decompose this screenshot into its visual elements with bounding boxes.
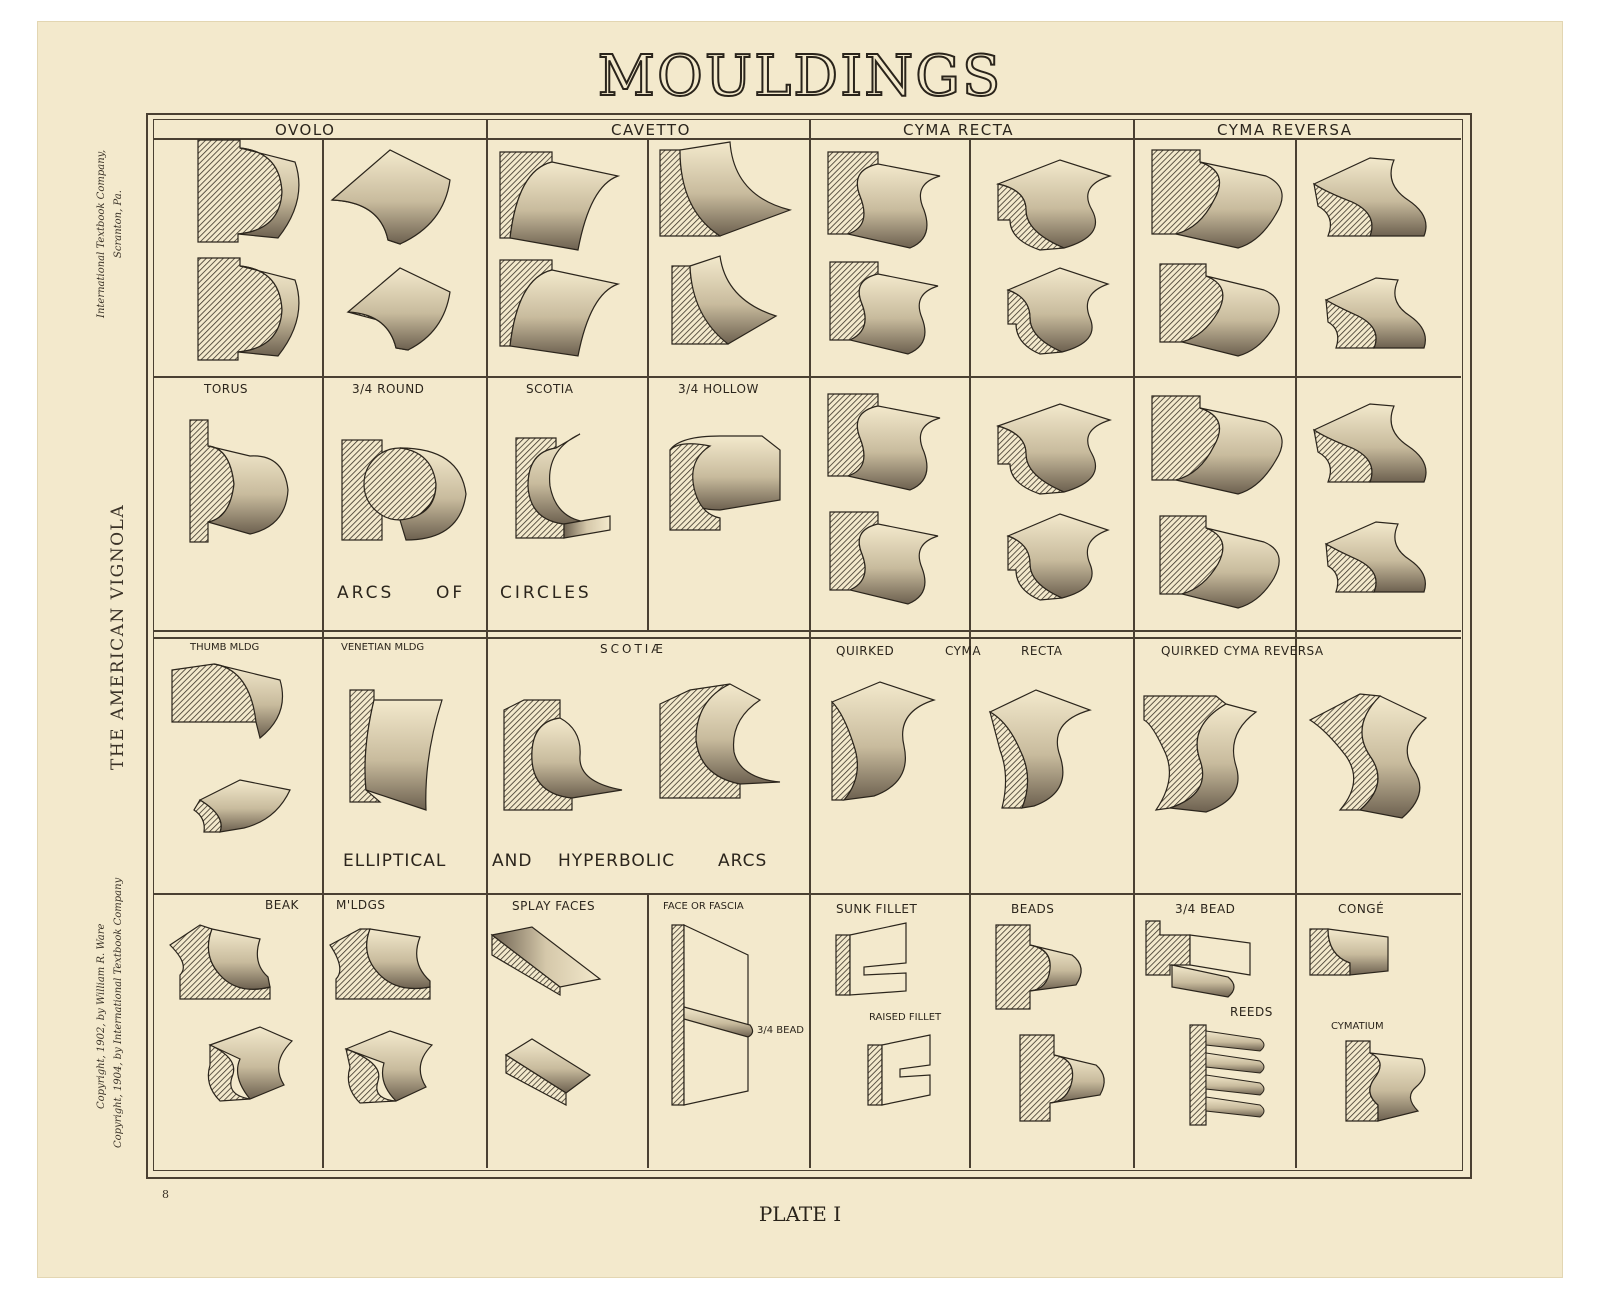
label-beads: BEADS xyxy=(1011,902,1055,916)
scotiae-2-drawing xyxy=(660,684,780,798)
scotia-drawing xyxy=(516,434,610,538)
cyma-recta-3-drawing xyxy=(998,160,1110,250)
label-three-quarter-hollow: 3/4 HOLLOW xyxy=(678,382,759,396)
label-face-or-fascia: FACE OR FASCIA xyxy=(663,901,744,912)
divider-h-2b xyxy=(153,637,1461,639)
face-or-fascia-drawing xyxy=(672,925,753,1105)
label-cymatium: CYMATIUM xyxy=(1331,1021,1384,1032)
beak-2-drawing xyxy=(208,1027,292,1101)
caption-circles: CIRCLES xyxy=(500,583,592,603)
label-mouldings: M'LDGS xyxy=(336,898,386,912)
three-quarter-hollow-drawing xyxy=(670,436,780,530)
splay-faces-1-drawing xyxy=(492,927,600,995)
quirked-cyma-recta-2-drawing xyxy=(990,690,1090,808)
cyma-recta-2-drawing xyxy=(830,262,938,354)
quirked-cyma-recta-1-drawing xyxy=(832,682,934,800)
beads-2-drawing xyxy=(1020,1035,1104,1121)
beads-1-drawing xyxy=(996,925,1081,1009)
divider-h-3 xyxy=(153,893,1461,895)
cyma-reversa-1-drawing xyxy=(1152,150,1282,248)
cavetto-1-drawing xyxy=(500,152,618,250)
cyma-reversa-2-drawing xyxy=(1160,264,1279,356)
ovolo-4-drawing xyxy=(348,268,450,350)
mouldings-1-drawing xyxy=(330,929,430,999)
label-raised-fillet: RAISED FILLET xyxy=(869,1012,942,1023)
cyma-reversa-row2-1-drawing xyxy=(1152,396,1282,494)
label-thumb-moulding: THUMB MLDG xyxy=(190,642,260,653)
caption-elliptical: ELLIPTICAL xyxy=(343,851,447,871)
label-three-quarter-bead-2: 3/4 BEAD xyxy=(1175,902,1236,916)
quirked-cyma-reversa-2-drawing xyxy=(1310,694,1426,818)
side-book-title: THE AMERICAN VIGNOLA xyxy=(108,503,128,770)
cavetto-3-drawing xyxy=(660,142,790,236)
label-sunk-fillet: SUNK FILLET xyxy=(836,902,918,916)
reeds-drawing xyxy=(1190,1025,1264,1125)
three-quarter-round-drawing xyxy=(342,440,466,540)
thumb-moulding-2-drawing xyxy=(194,780,290,832)
label-beak: BEAK xyxy=(265,898,299,912)
header-ovolo: OVOLO xyxy=(275,121,336,139)
label-three-quarter-round: 3/4 ROUND xyxy=(352,382,425,396)
cavetto-4-drawing xyxy=(672,256,776,344)
cavetto-2-drawing xyxy=(500,260,618,356)
row3-moulding-drawings xyxy=(160,660,1460,850)
label-torus: TORUS xyxy=(204,382,249,396)
cyma-recta-4-drawing xyxy=(1008,268,1108,354)
page-title: MOULDINGS xyxy=(597,44,1003,109)
caption-of: OF xyxy=(436,583,466,603)
quirked-cyma-reversa-1-drawing xyxy=(1144,696,1256,812)
caption-and: AND xyxy=(492,851,533,871)
header-cyma-recta: CYMA RECTA xyxy=(903,121,1014,139)
label-conge: CONGÉ xyxy=(1338,902,1385,916)
side-copyright-1: Copyright, 1902, by William R. Ware xyxy=(96,923,107,1109)
thumb-moulding-1-drawing xyxy=(172,664,283,738)
header-cavetto: CAVETTO xyxy=(611,121,691,139)
caption-arcs-2: ARCS xyxy=(718,851,768,871)
side-copyright-2: Copyright, 1904, by International Textbook Company xyxy=(113,877,124,1148)
raised-fillet-drawing xyxy=(868,1035,930,1105)
row2-moulding-drawings xyxy=(160,400,1460,625)
label-scotia: SCOTIA xyxy=(526,382,574,396)
scotiae-1-drawing xyxy=(504,700,622,810)
divider-h-1 xyxy=(153,376,1461,378)
cyma-reversa-4-drawing xyxy=(1326,278,1425,348)
plate-label: PLATE I xyxy=(758,1202,842,1226)
sunk-fillet-drawing xyxy=(836,923,906,995)
ovolo-3-drawing xyxy=(332,150,450,244)
cyma-reversa-row2-2-drawing xyxy=(1160,516,1279,608)
conge-drawing xyxy=(1310,929,1388,975)
page-number: 8 xyxy=(162,1188,169,1201)
label-quirked: QUIRKED xyxy=(836,644,895,658)
caption-arcs: ARCS xyxy=(337,583,395,603)
three-quarter-bead-drawing xyxy=(1146,921,1250,997)
cyma-recta-row2-1-drawing xyxy=(828,394,940,490)
row4-moulding-drawings xyxy=(160,915,1460,1165)
cyma-reversa-3-drawing xyxy=(1314,158,1426,236)
side-city: Scranton, Pa. xyxy=(113,190,124,258)
side-publisher: International Textbook Company, xyxy=(96,149,107,318)
label-scotiae: SCOTIÆ xyxy=(600,642,666,656)
cymatium-drawing xyxy=(1346,1041,1425,1121)
label-cyma: CYMA xyxy=(945,644,982,658)
label-quirked-cyma-reversa: QUIRKED CYMA REVERSA xyxy=(1161,644,1324,658)
label-reeds: REEDS xyxy=(1230,1005,1273,1019)
cyma-recta-row2-4-drawing xyxy=(1008,514,1108,600)
cyma-reversa-row2-4-drawing xyxy=(1326,522,1425,592)
cyma-recta-row2-2-drawing xyxy=(830,512,938,604)
beak-1-drawing xyxy=(170,925,270,999)
mouldings-2-drawing xyxy=(346,1031,432,1103)
divider-h-2a xyxy=(153,630,1461,632)
torus-drawing xyxy=(190,420,288,542)
cyma-recta-1-drawing xyxy=(828,152,940,248)
cyma-recta-row2-3-drawing xyxy=(998,404,1110,494)
splay-faces-2-drawing xyxy=(506,1039,590,1105)
label-splay-faces: SPLAY FACES xyxy=(512,899,596,913)
caption-hyperbolic: HYPERBOLIC xyxy=(558,851,676,871)
header-cyma-reversa: CYMA REVERSA xyxy=(1217,121,1353,139)
label-three-quarter-bead: 3/4 BEAD xyxy=(757,1025,804,1036)
cyma-reversa-row2-3-drawing xyxy=(1314,404,1426,482)
venetian-moulding-drawing xyxy=(350,690,442,810)
label-recta: RECTA xyxy=(1021,644,1063,658)
label-venetian-moulding: VENETIAN MLDG xyxy=(341,642,425,653)
ovolo-2-drawing xyxy=(198,258,299,360)
ovolo-1-drawing xyxy=(198,140,299,242)
row1-moulding-drawings xyxy=(160,140,1460,376)
